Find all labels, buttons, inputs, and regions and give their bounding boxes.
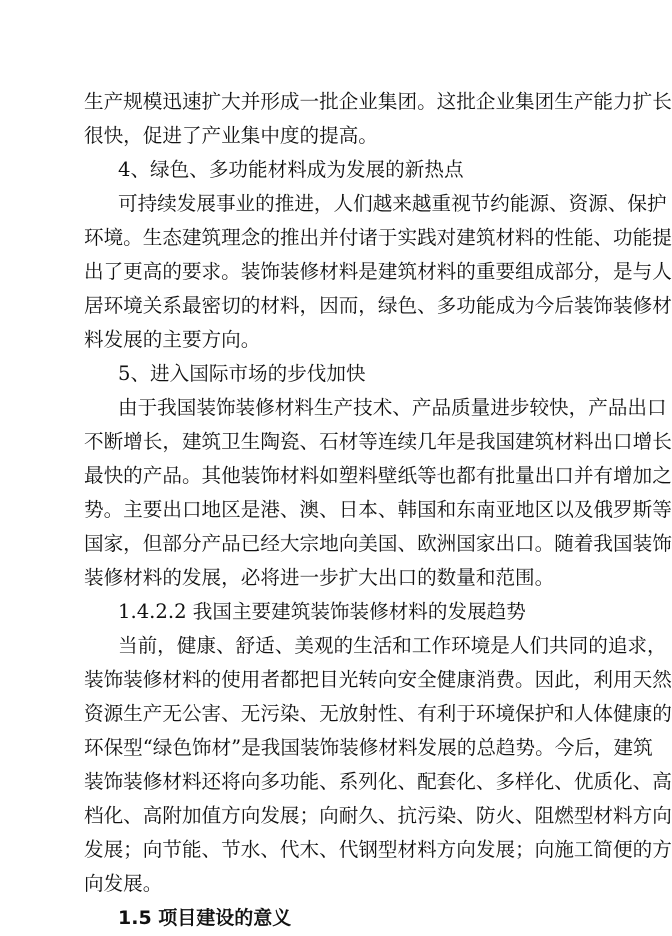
body-text-line: 国家，但部分产品已经大宗地向美国、欧洲国家出口。随着我国装饰 (84, 532, 672, 555)
subsection-heading: 1.4.2.2 我国主要建筑装饰装修材料的发展趋势 (118, 600, 526, 623)
body-text-line: 很快，促进了产业集中度的提高。 (84, 124, 378, 147)
body-text-line: 档化、高附加值方向发展；向耐久、抗污染、防火、阻燃型材料方向 (84, 804, 672, 827)
body-text-line: 向发展。 (84, 872, 163, 895)
body-text-line: 当前，健康、舒适、美观的生活和工作环境是人们共同的追求， (118, 634, 667, 657)
section-heading: 5、进入国际市场的步伐加快 (118, 362, 366, 385)
section-title: 1.5 项目建设的意义 (118, 907, 292, 929)
body-text-line: 不断增长，建筑卫生陶瓷、石材等连续几年是我国建筑材料出口增长 (84, 430, 672, 453)
section-heading: 4、绿色、多功能材料成为发展的新热点 (118, 158, 464, 181)
body-text-line: 可持续发展事业的推进，人们越来越重视节约能源、资源、保护 (118, 192, 667, 215)
body-text-line: 装饰装修材料还将向多功能、系列化、配套化、多样化、优质化、高 (84, 770, 672, 793)
body-text-line: 环保型“绿色饰材”是我国装饰装修材料发展的总趋势。今后，建筑 (84, 736, 653, 759)
body-text-line: 装饰装修材料的使用者都把目光转向安全健康消费。因此，利用天然 (84, 668, 672, 691)
body-text-line: 势。主要出口地区是港、澳、日本、韩国和东南亚地区以及俄罗斯等 (84, 498, 672, 521)
body-text-line: 居环境关系最密切的材料，因而，绿色、多功能成为今后装饰装修材 (84, 294, 672, 317)
body-text-line: 料发展的主要方向。 (84, 328, 261, 351)
body-text-line: 发展；向节能、节水、代木、代钢型材料方向发展；向施工简便的方 (84, 838, 672, 861)
body-text-line: 资源生产无公害、无污染、无放射性、有利于环境保护和人体健康的 (84, 702, 672, 725)
body-text-line: 出了更高的要求。装饰装修材料是建筑材料的重要组成部分，是与人 (84, 260, 672, 283)
body-text-line: 最快的产品。其他装饰材料如塑料壁纸等也都有批量出口并有增加之 (84, 464, 672, 487)
body-text-line: 装修材料的发展，必将进一步扩大出口的数量和范围。 (84, 566, 555, 589)
body-text-line: 生产规模迅速扩大并形成一批企业集团。这批企业集团生产能力扩长 (84, 90, 672, 113)
body-text-line: 由于我国装饰装修材料生产技术、产品质量进步较快，产品出口 (118, 396, 667, 419)
body-text-line: 环境。生态建筑理念的推出并付诸于实践对建筑材料的性能、功能提 (84, 226, 672, 249)
